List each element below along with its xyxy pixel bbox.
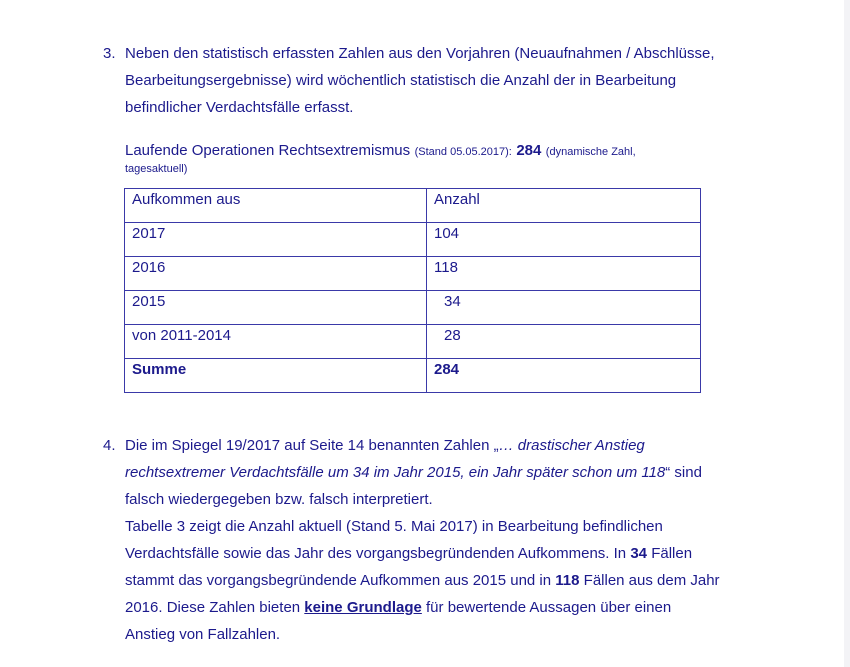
- row-value: 34: [427, 291, 701, 325]
- paragraph-line: [125, 594, 765, 621]
- caption-title: Laufende Operationen Rechtsextremismus: [125, 142, 411, 159]
- text-span: Fällen: [651, 545, 693, 562]
- section-4-paragraph: [125, 432, 765, 648]
- table-row: [125, 325, 701, 359]
- paragraph-line: [125, 459, 765, 486]
- paragraph-line: Neben den statistisch erfassten Zahlen aus den Vorjahren (Neuaufnahmen / Abschlüsse,: [125, 45, 715, 62]
- table-header-row: [125, 189, 701, 223]
- emphasis-number: 118: [555, 572, 580, 589]
- section-3-paragraph: [125, 40, 765, 121]
- row-label: von 2011-2014: [125, 325, 427, 359]
- text-span: Die im Spiegel 19/2017 auf Seite 14 benannten Zahlen „: [125, 437, 499, 454]
- paragraph-line: befindlicher Verdachtsfälle erfasst.: [125, 99, 354, 116]
- paragraph-line: Tabelle 3 zeigt die Anzahl aktuell (Stand 5. Mai 2017) in Bearbeitung befindlichen: [125, 518, 663, 535]
- row-value: 104: [427, 223, 701, 257]
- total-label: Summe: [125, 359, 427, 393]
- paragraph-line: [125, 567, 765, 594]
- emphasis-number: 34: [630, 545, 648, 562]
- text-span: “ sind: [665, 464, 702, 481]
- row-value: 118: [427, 257, 701, 291]
- quote-text: … drastischer Anstieg: [498, 437, 645, 454]
- paragraph-line: [125, 540, 765, 567]
- paragraph-line: Anstieg von Fallzahlen.: [125, 626, 281, 643]
- emphasis-phrase: keine Grundlage: [304, 599, 422, 616]
- quote-text: rechtsextremer Verdachtsfälle um 34 im Jahr 2015, ein Jahr später schon um 118: [125, 464, 666, 481]
- paragraph-line: falsch wiedergegeben bzw. falsch interpretiert.: [125, 491, 433, 508]
- table-row: [125, 257, 701, 291]
- case-count-table: [124, 188, 701, 393]
- row-label: 2015: [125, 291, 427, 325]
- paragraph-line: Bearbeitungsergebnisse) wird wöchentlich statistisch die Anzahl der in Bearbeitung: [125, 72, 677, 89]
- caption-note: (dynamische Zahl,: [545, 146, 636, 158]
- header-count: Anzahl: [427, 189, 701, 223]
- page-edge: [844, 0, 850, 667]
- row-value: 28: [427, 325, 701, 359]
- section-4-number: 4.: [103, 437, 116, 454]
- caption-stand: (Stand 05.05.2017):: [414, 146, 512, 158]
- header-source: Aufkommen aus: [125, 189, 427, 223]
- text-span: 2016. Diese Zahlen bieten: [125, 599, 301, 616]
- table-caption: [125, 143, 725, 177]
- text-span: stammt das vorgangsbegründende Aufkommen aus 2015 und in: [125, 572, 552, 589]
- text-span: Verdachtsfälle sowie das Jahr des vorgangsbegründenden Aufkommens. In: [125, 545, 627, 562]
- text-span: Fällen aus dem Jahr: [583, 572, 720, 589]
- row-label: 2016: [125, 257, 427, 291]
- caption-count: 284: [516, 142, 542, 159]
- total-value: 284: [427, 359, 701, 393]
- table-total-row: [125, 359, 701, 393]
- table-row: [125, 223, 701, 257]
- text-span: für bewertende Aussagen über einen: [426, 599, 672, 616]
- section-3-number: 3.: [103, 45, 116, 62]
- row-label: 2017: [125, 223, 427, 257]
- table-row: [125, 291, 701, 325]
- paragraph-line: [125, 432, 765, 459]
- caption-note-continued: tagesaktuell): [125, 163, 188, 175]
